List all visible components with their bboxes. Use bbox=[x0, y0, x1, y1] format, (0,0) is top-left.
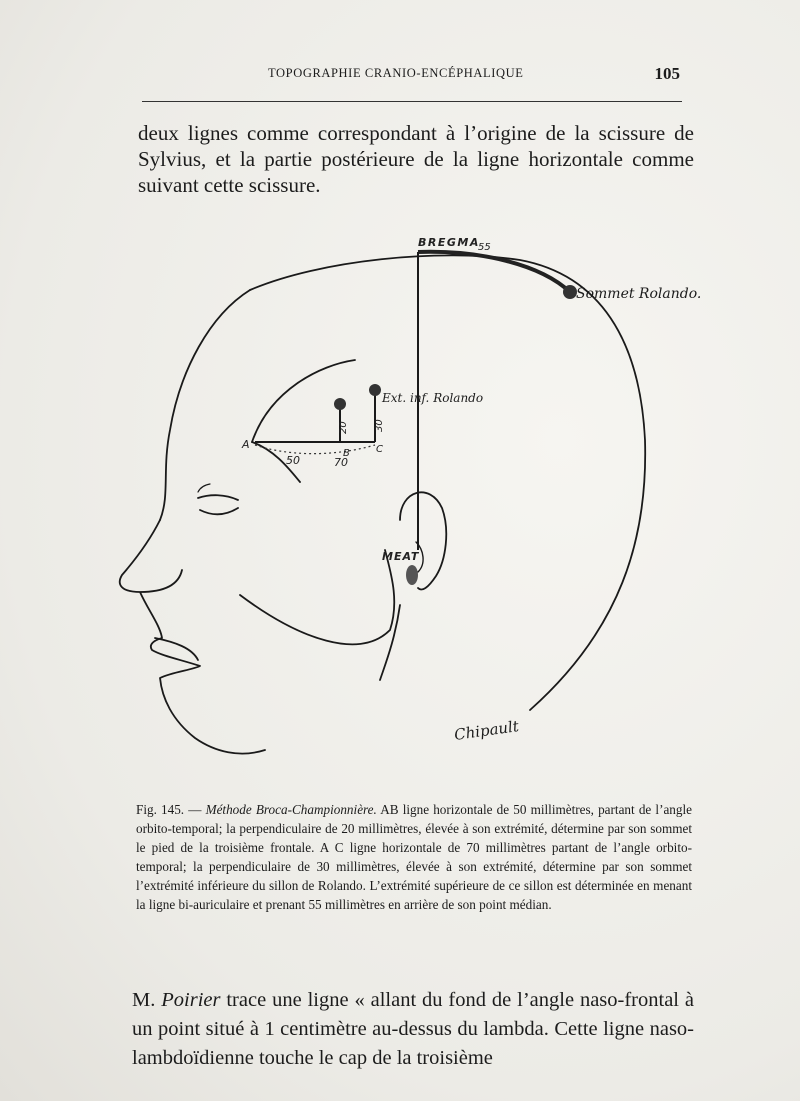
point-ext-inf-rolando bbox=[369, 384, 381, 396]
point-sommet-rolando bbox=[563, 285, 577, 299]
label-point-a: A bbox=[242, 438, 250, 451]
paragraph-bottom-rest: trace une ligne « allant du fond de l’angle naso-frontal à un point situé à 1 centimètre au-dessus du lambda. Cette ligne naso-lambdoïdienne touche le cap de la troisième bbox=[132, 989, 694, 1069]
page-number: 105 bbox=[654, 64, 680, 83]
label-dist-50: 50 bbox=[286, 454, 300, 467]
bregma-arc bbox=[418, 252, 570, 292]
label-dist-70: 70 bbox=[334, 456, 348, 469]
label-bregma: BREGMA bbox=[418, 236, 480, 249]
figure-caption bbox=[136, 800, 692, 914]
point-third-frontal bbox=[334, 398, 346, 410]
paragraph-top: deux lignes comme correspondant à l’origine de la scissure de Sylvius, et la partie postérieure de la ligne horizontale comme suivant cette scissure. bbox=[138, 121, 694, 197]
label-dist-20: 20 bbox=[338, 421, 349, 434]
label-meat: MEAT bbox=[382, 550, 420, 563]
jaw-line bbox=[240, 550, 394, 644]
caption-fig-number: Fig. 145. bbox=[136, 802, 185, 817]
caption-body: AB ligne horizontale de 50 millimètres, partant de l’angle orbito-temporal; la perpendiculaire de 20 millimètres, élevée à son extrémité, détermine par son sommet le pied de la troisième frontale. A C ligne horizontale de 70 millimètres partant de l’angle orbito-temporal; la perpendiculaire de 30 millimètres, élevée à son extrémité, détermine par son sommet l’extrémité inférieure du sillon de Rolando. L’extrémité supérieure de ce sillon est déterminée en menant la ligne bi-auriculaire et prenant 55 millimètres en arrière de son point médian. bbox=[136, 802, 693, 912]
running-title: TOPOGRAPHIE CRANIO-ENCÉPHALIQUE bbox=[268, 66, 524, 80]
face-profile bbox=[120, 520, 265, 754]
paragraph-bottom-prefix: M. bbox=[132, 989, 162, 1011]
eye bbox=[198, 495, 238, 514]
label-point-b: B bbox=[343, 448, 350, 459]
paragraph-bottom-name: Poirier bbox=[161, 989, 221, 1011]
header-rule bbox=[142, 101, 682, 102]
label-bregma-distance: 55 bbox=[478, 242, 491, 253]
skull-outline bbox=[250, 255, 645, 710]
meat-hatching bbox=[406, 565, 418, 585]
artist-signature: Chipault bbox=[453, 717, 520, 744]
paragraph-bottom bbox=[132, 986, 694, 1073]
label-dist-30: 30 bbox=[374, 419, 385, 432]
label-point-c: C bbox=[376, 444, 383, 455]
caption-method-title: Méthode Broca-Championnière. bbox=[205, 802, 377, 817]
label-sommet-rolando: Sommet Rolando. bbox=[576, 286, 702, 302]
running-head bbox=[142, 66, 682, 88]
label-ext-inf-rolando: Ext. inf. Rolando bbox=[382, 391, 484, 405]
caption-dash: — bbox=[184, 802, 206, 817]
figure-broca-diagram bbox=[100, 220, 740, 780]
